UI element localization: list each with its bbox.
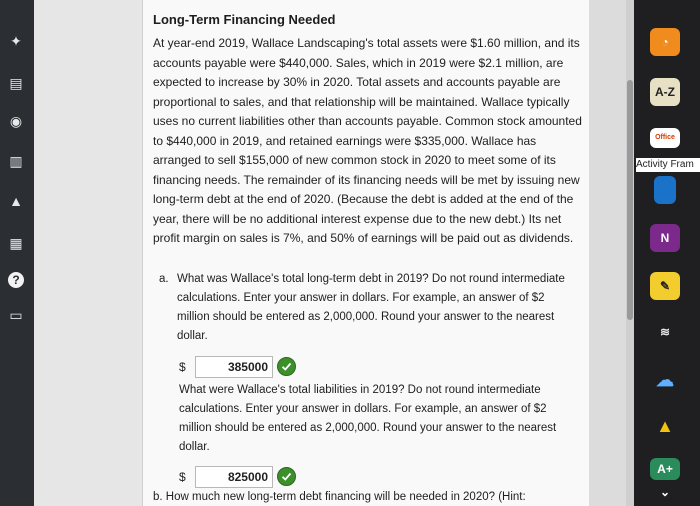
question-b-text: b. How much new long-term debt financing will be needed in 2020? (Hint: xyxy=(153,491,526,503)
currency-symbol: $ xyxy=(179,360,186,374)
comment-icon[interactable]: ▭ xyxy=(9,307,23,323)
question-page xyxy=(142,0,591,506)
notepad-icon[interactable]: ✎ xyxy=(650,272,680,300)
correct-check-icon xyxy=(277,467,296,486)
question-a-text: What was Wallace's total long-term debt in 2019? Do not round intermediate calculations. Enter your answer in dollars. For example, an answer of $2 million should be entered as 2,000,000. Round your answer to the nearest dollar. xyxy=(177,273,565,342)
correct-check-icon xyxy=(277,357,296,376)
pin-icon[interactable]: ✦ xyxy=(10,33,22,49)
scrollbar-thumb[interactable] xyxy=(627,80,633,320)
long-term-debt-input[interactable]: 385000 xyxy=(195,356,273,378)
scroll-area xyxy=(589,0,634,506)
cloud-icon[interactable]: ☁ xyxy=(656,370,674,390)
left-rail xyxy=(0,0,34,506)
info-icon[interactable]: ◉ xyxy=(9,113,23,129)
chevron-down-icon[interactable]: ⌄ xyxy=(659,485,671,499)
onenote-app[interactable]: N xyxy=(650,224,680,252)
currency-symbol: $ xyxy=(179,470,186,484)
question-liabilities-text: What were Wallace's total liabilities in 2019? Do not round intermediate calculations. Enter your answer in dollars. For example, an answer of $2 million should be entered as 2,000,000. Round your answer to the nearest dollar. xyxy=(179,384,557,453)
accessibility-icon[interactable]: A+ xyxy=(650,458,680,480)
calculator-icon[interactable]: ▦ xyxy=(9,235,23,251)
graduation-cap-icon[interactable]: ▲ xyxy=(9,193,23,209)
page-margin xyxy=(34,0,142,506)
notes-app-icon[interactable] xyxy=(654,176,676,204)
total-liabilities-input[interactable]: 825000 xyxy=(195,466,273,488)
question-a xyxy=(159,270,577,346)
audio-icon[interactable]: ≋ xyxy=(659,325,671,339)
activity-frame-label: Activity Fram xyxy=(636,158,700,172)
app-dock xyxy=(634,0,700,506)
office-app[interactable]: Office xyxy=(650,128,680,148)
question-a-letter: a. xyxy=(159,273,169,285)
problem-statement: At year-end 2019, Wallace Landscaping's total assets were $1.60 million, and its accounts payable were $440,000. Sales, which in 2019 were $2.1 million, are expected to increase by 30% in 2020. Total assets and accounts payable are proportional to sales, and that relationship will be maintained. Wallace typically uses no current liabilities other than accounts payable. Common stock amounted to $440,000 in 2019, and retained earnings were $335,000. Wallace has arranged to sell $155,000 of new common stock in 2020 to meet some of its financing needs. The remainder of its financing needs will be met by issuing new long-term debt at the end of 2020. (Because the debt is added at the end of the year, there will be no additional interest expense due to the new debt.) Its net profit margin on sales is 7%, and 50% of earnings will be paid out as dividends. xyxy=(153,36,582,245)
problem-title: Long-Term Financing Needed xyxy=(153,12,336,27)
book-icon[interactable]: ▥ xyxy=(9,153,23,169)
dictionary-app[interactable]: A-Z xyxy=(650,78,680,106)
help-icon[interactable]: ? xyxy=(8,272,24,288)
notes-icon[interactable]: ▤ xyxy=(9,75,23,91)
drive-icon[interactable]: ▲ xyxy=(656,416,674,436)
rss-icon[interactable]: ◔ xyxy=(650,28,680,56)
